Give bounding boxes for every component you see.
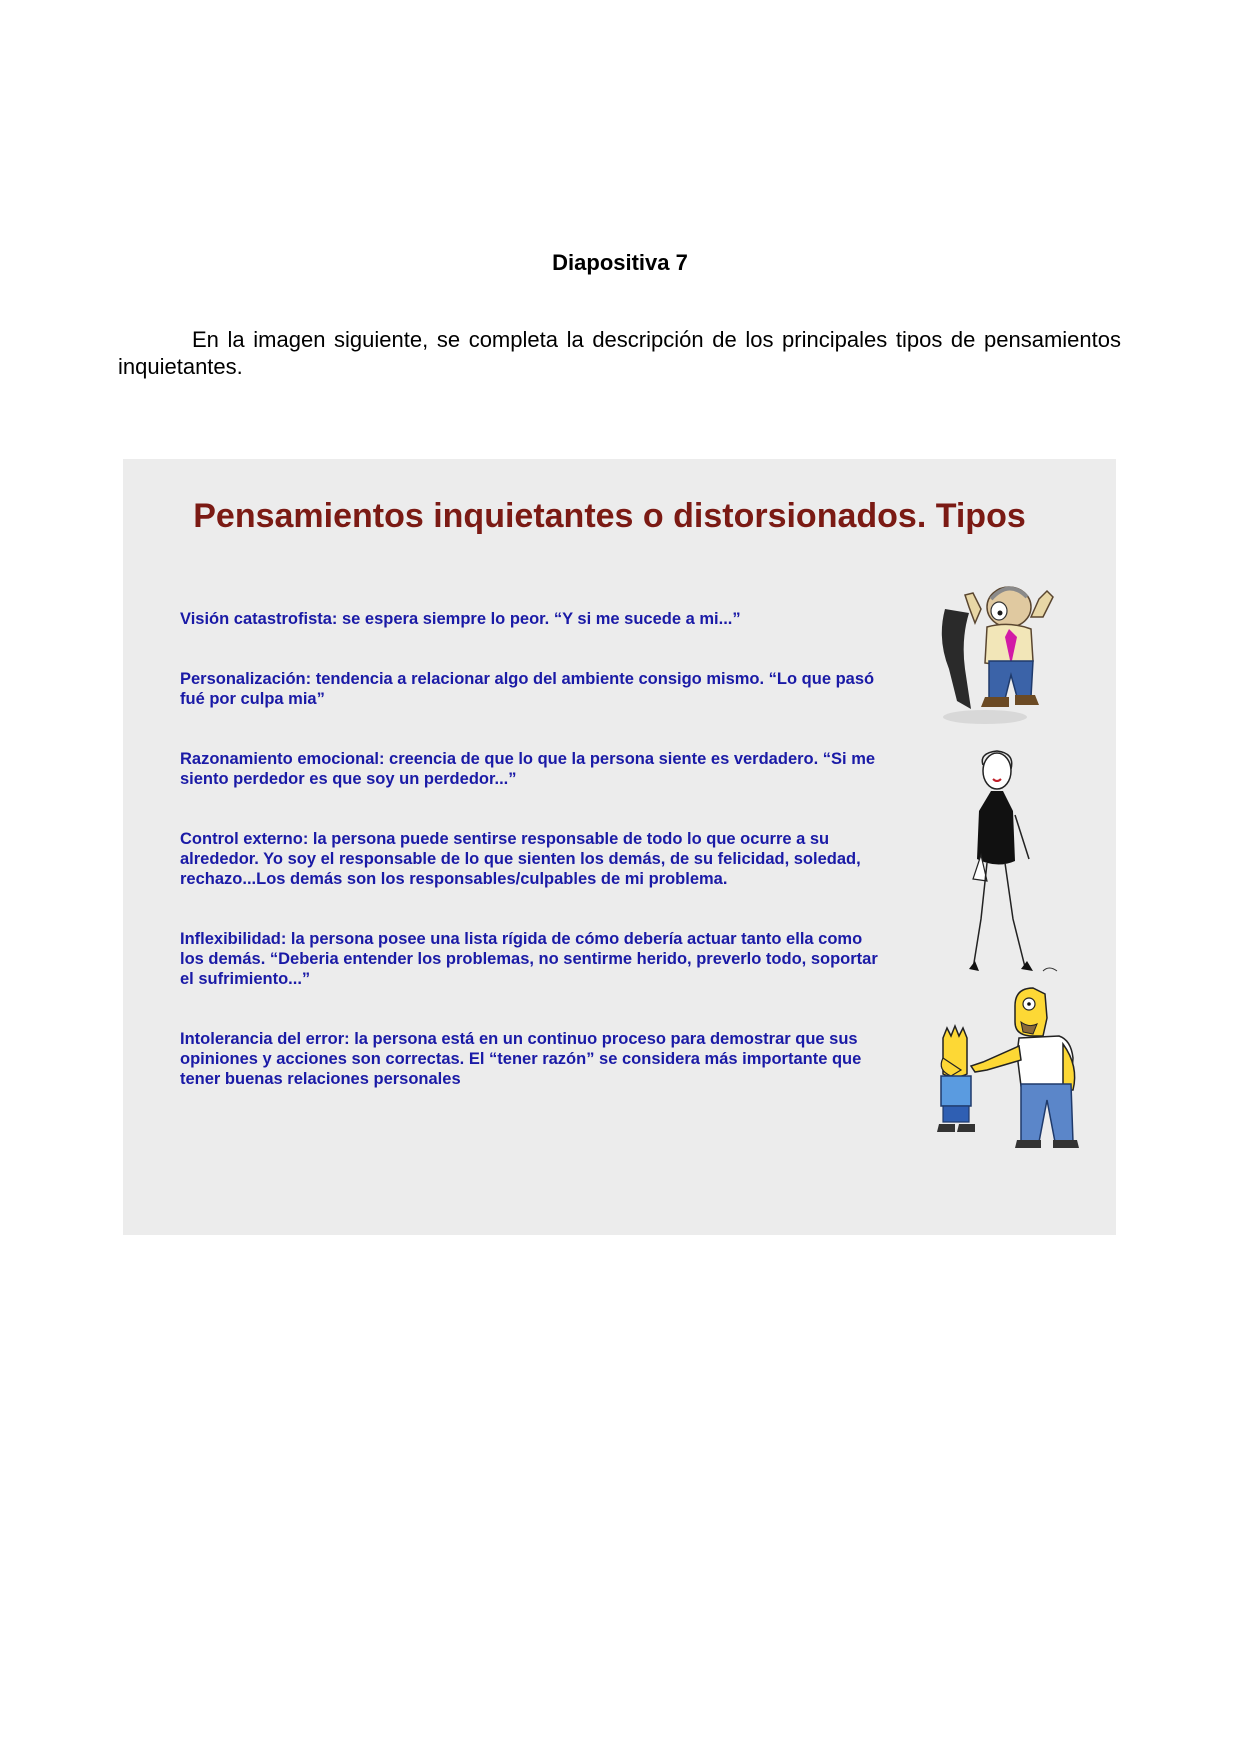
list-item-razonamiento-emocional: Razonamiento emocional: creencia de que lo que la persona siente es verdadero. “Si me siento perdedor es que soy un perdedor...” (180, 750, 876, 788)
intro-paragraph: En la imagen siguiente, se completa la descripción de los principales tipos de pensamientos inquietantes. (118, 327, 1121, 379)
page-heading: Diapositiva 7 (552, 250, 688, 275)
list-item-intolerancia-error: Intolerancia del error: la persona está en un continuo proceso para demostrar que sus opiniones y acciones son correctas. El “tener razón” se considera más importante que tener buenas relaciones personales (180, 1030, 862, 1088)
worried-man-icon (935, 569, 1065, 729)
list-item-control-externo: Control externo: la persona puede sentirse responsable de todo lo que ocurre a su alrededor. Yo soy el responsable de lo que sienten los demás, de su felicidad, soledad, rechazo...Los demás son los responsables/culpables de mi problema. (180, 830, 861, 888)
slide-panel (123, 459, 1116, 1235)
walking-woman-icon (953, 749, 1063, 979)
list-item-inflexibilidad: Inflexibilidad: la persona posee una lista rígida de cómo debería actuar tanto ella como los demás. “Deberia entender los problemas, no sentirme herido, preverlo todo, soportar el sufrimiento...” (180, 930, 878, 988)
list-item-catastrofista: Visión catastrofista: se espera siempre lo peor. “Y si me sucede a mi...” (180, 610, 741, 628)
scolding-cartoon-icon (923, 974, 1083, 1154)
list-item-personalizacion: Personalización: tendencia a relacionar algo del ambiente consigo mismo. “Lo que pasó fué por culpa mia” (180, 670, 875, 708)
slide-title: Pensamientos inquietantes o distorsionados. Tipos (193, 497, 1026, 535)
